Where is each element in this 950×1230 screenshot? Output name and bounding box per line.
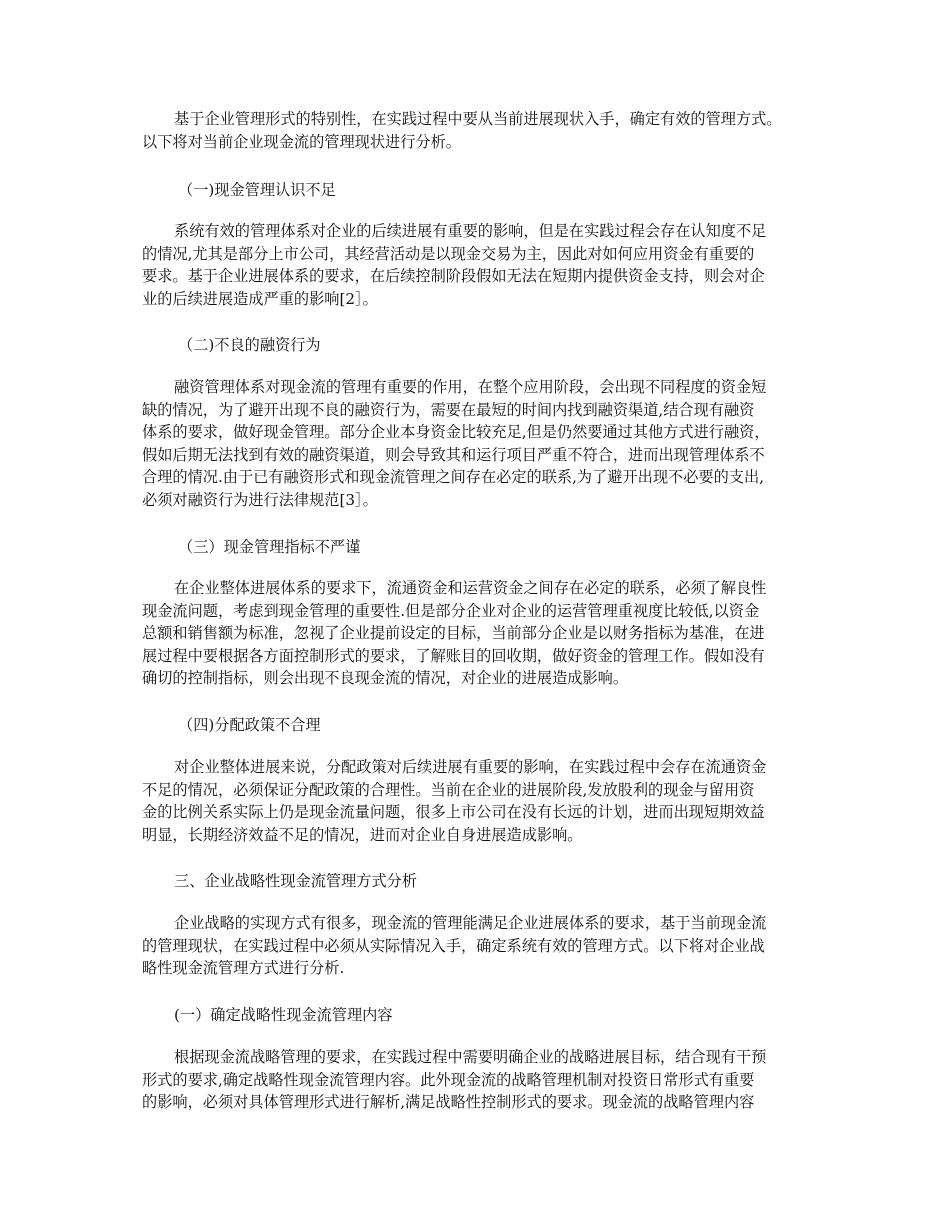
paragraph-line: 略性现金流管理方式进行分析. xyxy=(142,959,345,977)
paragraph-financing xyxy=(142,376,820,511)
paragraph-line: 要求。基于企业进展体系的要求，在后续控制阶段假如无法在短期内提供资金支持，则会对企 xyxy=(142,267,765,285)
section-heading-5 xyxy=(142,870,820,893)
paragraph-line: 根据现金流战略管理的要求，在实践过程中需要明确企业的战略进展目标，结合现有干预 xyxy=(174,1048,767,1066)
paragraph-distribution xyxy=(142,756,820,846)
heading-text: （一)现金管理认识不足 xyxy=(178,181,336,199)
paragraph-strategic-content xyxy=(142,1046,820,1114)
paragraph-line: 假如后期无法找到有效的融资渠道，则会导致其和运行项目严重不符合，进而出现管理体系不 xyxy=(142,445,765,464)
section-heading-6 xyxy=(142,1004,820,1027)
paragraph-line: 缺的情况，为了避开出现不良的融资行为，需要在最短的时间内找到融资渠道,结合现有融资 xyxy=(142,400,755,419)
heading-text: （四)分配政策不合理 xyxy=(178,716,321,734)
section-heading-4 xyxy=(142,714,820,737)
paragraph-strategy xyxy=(142,912,820,980)
paragraph-line: 的管理现状，在实践过程中必须从实际情况入手，确定系统有效的管理方式。以下将对企业战 xyxy=(142,936,765,955)
heading-text: (一）确定战略性现金流管理内容 xyxy=(174,1006,393,1024)
paragraph-line: 的影响，必须对具体管理形式进行解析,满足战略性控制形式的要求。现金流的战略管理内容 xyxy=(142,1093,755,1111)
paragraph-line: 必须对融资行为进行法律规范[3］。 xyxy=(142,490,378,509)
paragraph-line: 对企业整体进展来说，分配政策对后续进展有重要的影响，在实践过程中会存在流通资金 xyxy=(174,758,767,776)
paragraph-line: 形式的要求,确定战略性现金流管理内容。此外现金流的战略管理机制对投资日常形式有重要 xyxy=(142,1070,755,1089)
paragraph-line: 在企业整体进展体系的要求下，流通资金和运营资金之间存在必定的联系，必须了解良性 xyxy=(174,579,767,597)
paragraph-line: 的情况,尤其是部分上市公司，其经营活动是以现金交易为主，因此对如何应用资金有重要的 xyxy=(142,244,755,263)
paragraph-line: 展过程中要根据各方面控制形式的要求，了解账目的回收期，做好资金的管理工作。假如没有 xyxy=(142,646,765,665)
paragraph-cash-awareness xyxy=(142,220,820,310)
paragraph-line: 金的比例关系实际上仍是现金流量问题，很多上市公司在没有长远的计划，进而出现短期效益 xyxy=(142,803,765,821)
heading-text: （三）现金管理指标不严谨 xyxy=(178,538,361,556)
intro-paragraph xyxy=(142,108,820,153)
paragraph-line: 体系的要求，做好现金管理。部分企业本身资金比较充足,但是仍然要通过其他方式进行融资， xyxy=(142,423,770,441)
section-heading-2 xyxy=(142,334,820,357)
paragraph-line: 确切的控制指标，则会出现不良现金流的情况，对企业的进展造成影响。 xyxy=(142,669,628,687)
paragraph-indicators xyxy=(142,577,820,690)
paragraph-line: 基于企业管理形式的特别性，在实践过程中要从当前进展现状入手，确定有效的管理方式。 xyxy=(174,110,782,128)
paragraph-line: 不足的情况，必须保证分配政策的合理性。当前在企业的进展阶段,发放股利的现金与留用资 xyxy=(142,780,755,799)
paragraph-line: 以下将对当前企业现金流的管理现状进行分析。 xyxy=(142,132,461,151)
paragraph-line: 业的后续进展造成严重的影响[2］。 xyxy=(142,289,378,308)
paragraph-line: 融资管理体系对现金流的管理有重要的作用，在整个应用阶段，会出现不同程度的资金短 xyxy=(174,378,767,396)
paragraph-line: 明显，长期经济效益不足的情况，进而对企业自身进展造成影响。 xyxy=(142,825,583,844)
paragraph-line: 系统有效的管理体系对企业的后续进展有重要的影响，但是在实践过程会存在认知度不足 xyxy=(174,222,767,240)
paragraph-line: 合理的情况.由于已有融资形式和现金流管理之间存在必定的联系,为了避开出现不必要的支出, xyxy=(142,468,764,486)
heading-text: 三、企业战略性现金流管理方式分析 xyxy=(174,872,417,890)
section-heading-1 xyxy=(142,179,820,202)
paragraph-line: 现金流问题，考虑到现金管理的重要性.但是部分企业对企业的运营管理重视度比较低,以资金 xyxy=(142,601,760,620)
paragraph-line: 总额和销售额为标准，忽视了企业提前设定的目标，当前部分企业是以财务指标为基准，在进 xyxy=(142,624,765,642)
paragraph-line: 企业战略的实现方式有很多，现金流的管理能满足企业进展体系的要求，基于当前现金流 xyxy=(174,914,767,932)
heading-text: （二)不良的融资行为 xyxy=(178,336,321,354)
section-heading-3 xyxy=(142,536,820,559)
